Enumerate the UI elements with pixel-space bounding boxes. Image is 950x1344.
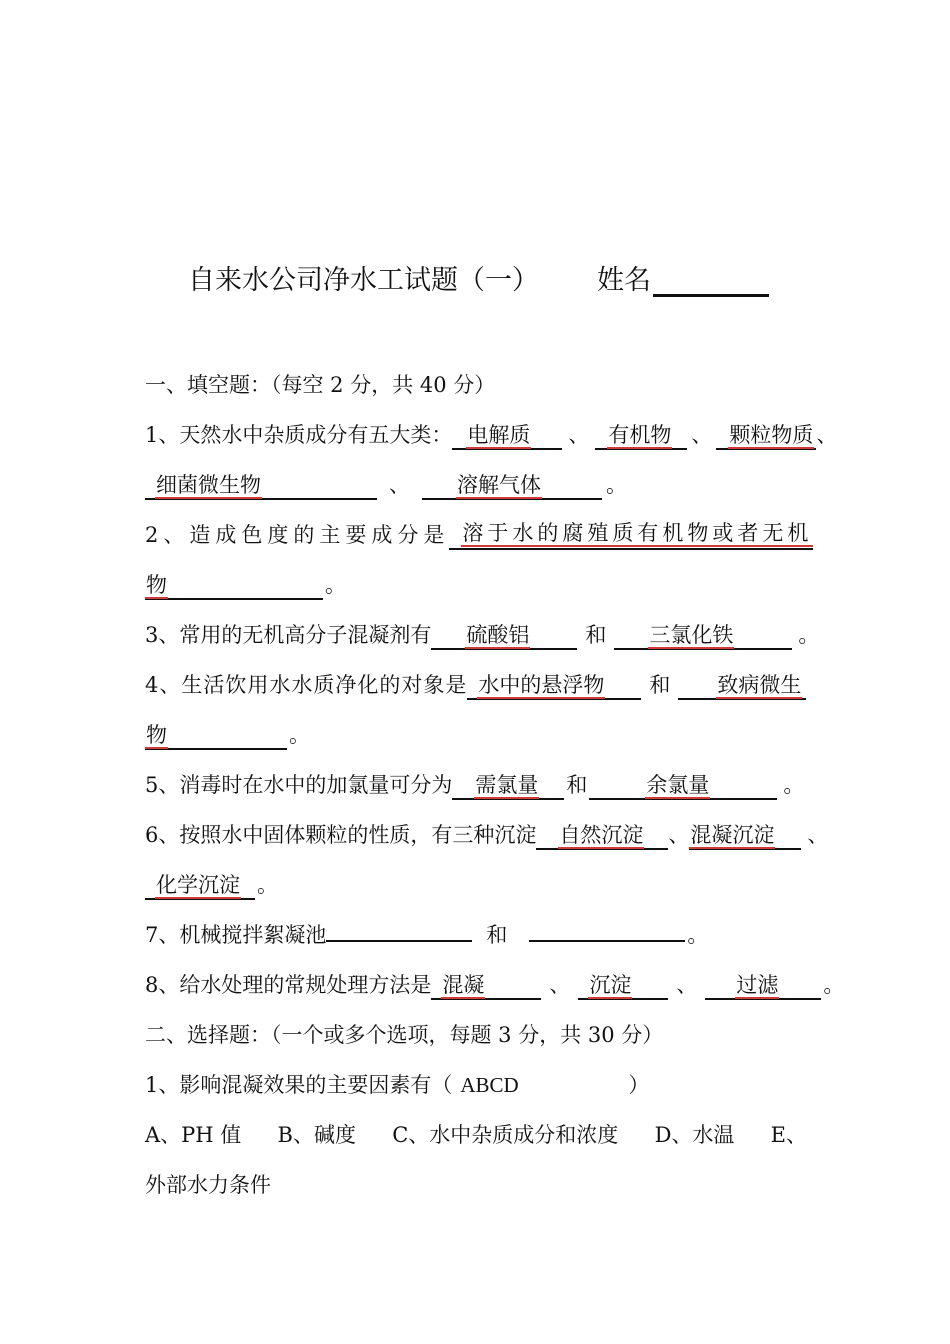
option-b[interactable]: B、碱度 xyxy=(277,1123,356,1147)
answer-blank[interactable]: 三氯化铁 xyxy=(614,622,792,650)
answer-blank[interactable]: 颗粒物质 xyxy=(716,422,816,450)
answer-blank[interactable]: 混凝 xyxy=(431,972,541,1000)
answer-blank[interactable]: 余氯量 xyxy=(589,772,777,800)
answer-blank[interactable]: 硫酸铝 xyxy=(431,622,577,650)
answer-blank[interactable]: 沉淀 xyxy=(578,972,668,1000)
answer-blank[interactable]: 致病微生 xyxy=(678,672,806,700)
answer-blank[interactable]: 需氯量 xyxy=(452,772,564,800)
section1-heading: 一、填空题：（每空 2 分，共 40 分） xyxy=(145,373,496,397)
title-text: 自来水公司净水工试题（一） xyxy=(188,265,539,296)
question-1-line2: 细菌微生物 、 溶解气体 。 xyxy=(145,470,627,500)
answer-blank[interactable]: 水中的悬浮物 xyxy=(467,672,641,700)
name-label: 姓名 xyxy=(597,265,651,296)
mc-options-line2: 外部水力条件 xyxy=(145,1173,271,1197)
question-3: 3、常用的无机高分子混凝剂有 硫酸铝 和 三氯化铁 。 xyxy=(145,620,819,650)
option-a[interactable]: A、PH 值 xyxy=(145,1123,242,1147)
section2-heading: 二、选择题：（一个或多个选项，每题 3 分，共 30 分） xyxy=(145,1023,664,1047)
option-d[interactable]: D、水温 xyxy=(654,1123,735,1147)
answer-blank[interactable]: 细菌微生物 xyxy=(145,472,377,500)
option-e[interactable]: E、 xyxy=(770,1123,807,1147)
answer-blank[interactable]: 溶解气体 xyxy=(422,472,602,500)
answer-blank[interactable]: 自然沉淀 xyxy=(536,822,668,850)
question-5: 5、消毒时在水中的加氯量可分为 需氯量 和 余氯量 。 xyxy=(145,770,804,800)
answer-blank[interactable] xyxy=(529,940,685,942)
question-6-line2: 化学沉淀 。 xyxy=(145,870,278,900)
mc-answer[interactable]: ABCD xyxy=(460,1073,519,1097)
mc-question-1: 1、影响混凝效果的主要因素有（ ABCD ） xyxy=(145,1070,649,1100)
answer-blank[interactable] xyxy=(326,940,472,942)
exam-title xyxy=(188,258,769,297)
question-7: 7、机械搅拌絮凝池 和 。 xyxy=(145,923,709,947)
answer-blank[interactable]: 物 xyxy=(145,572,323,600)
question-1-line1: 1、天然水中杂质成分有五大类： 电解质 、 有机物 、 颗粒物质 、 xyxy=(145,420,837,450)
question-4-line1: 4、生活饮用水水质净化的对象是 水中的悬浮物 和 致病微生 xyxy=(145,670,806,700)
answer-blank[interactable]: 有机物 xyxy=(595,422,687,450)
answer-blank[interactable]: 混凝沉淀 xyxy=(689,822,801,850)
option-c[interactable]: C、水中杂质成分和浓度 xyxy=(392,1123,619,1147)
answer-blank[interactable]: 过滤 xyxy=(705,972,821,1000)
question-2-line1: 2、造成色度的主要成分是 溶于水的腐殖质有机物或者无机 xyxy=(145,520,807,550)
question-4-line2: 物 。 xyxy=(145,720,310,750)
name-input-blank[interactable] xyxy=(653,264,769,297)
answer-blank[interactable]: 物 xyxy=(145,722,287,750)
answer-blank[interactable]: 电解质 xyxy=(452,422,562,450)
question-6-line1: 6、按照水中固体颗粒的性质，有三种沉淀 自然沉淀 、混凝沉淀 、 xyxy=(145,820,828,850)
answer-blank[interactable]: 化学沉淀 xyxy=(145,872,255,900)
answer-blank[interactable]: 溶于水的腐殖质有机物或者无机 xyxy=(449,520,813,550)
mc-options-line1 xyxy=(145,1120,807,1150)
question-2-line2: 物 。 xyxy=(145,570,346,600)
question-8: 8、给水处理的常规处理方法是 混凝 、 沉淀 、 过滤 。 xyxy=(145,970,844,1000)
